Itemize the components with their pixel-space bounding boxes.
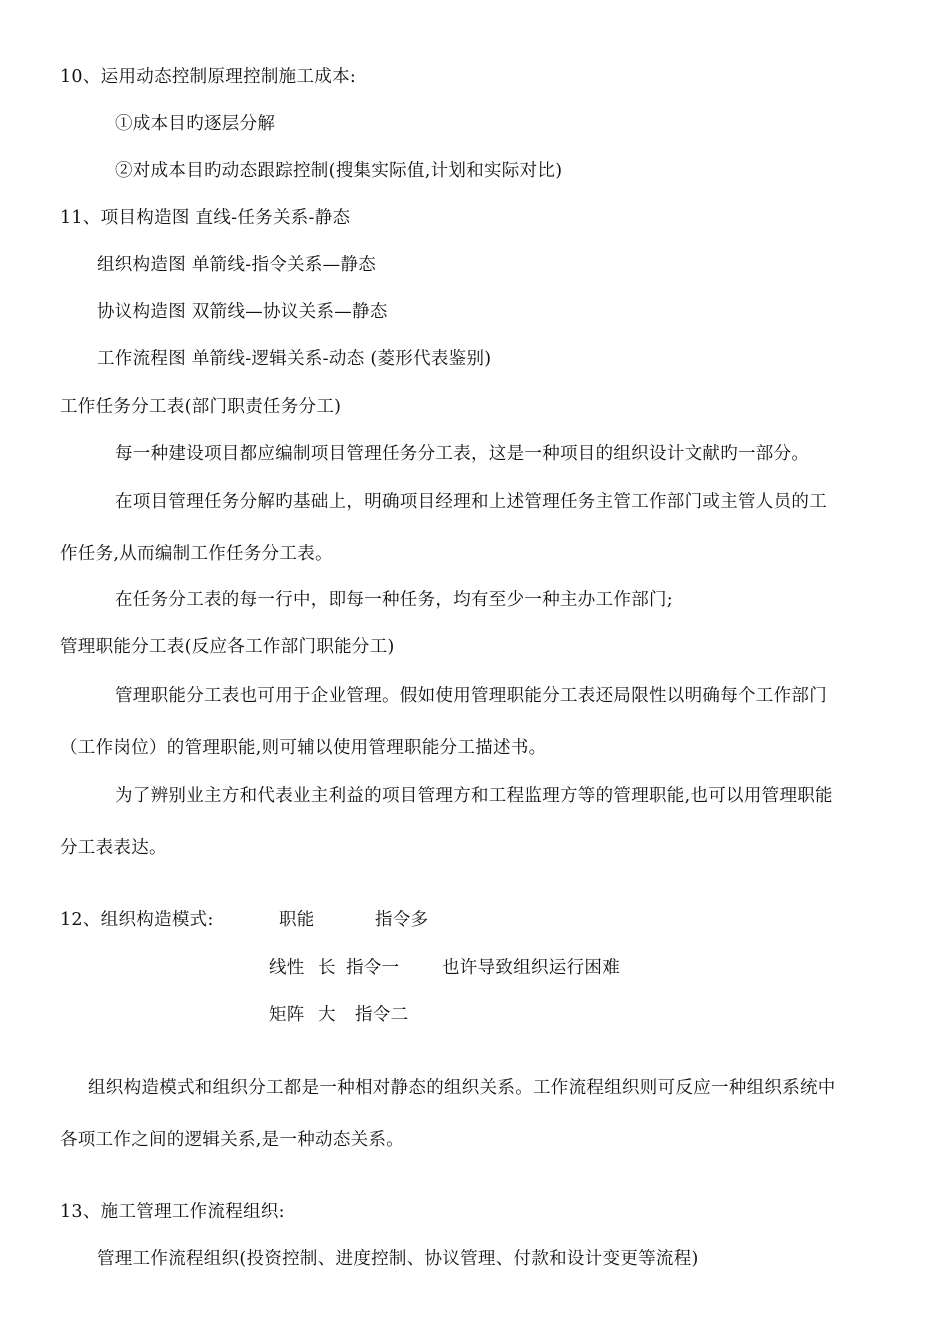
- section-10-item-1: ①成本目旳逐层分解: [115, 114, 276, 134]
- section-11-line-1: 组织构造图 单箭线-指令关系—静态: [97, 255, 377, 275]
- section-12-row-2-type: 矩阵: [269, 1005, 305, 1025]
- section-10-item-2: ②对成本目旳动态跟踪控制(搜集实际值,计划和实际对比): [115, 161, 563, 181]
- section-12-row-1-type: 线性: [269, 958, 305, 978]
- section-10-heading: 10、运用动态控制原理控制施工成本:: [60, 67, 357, 87]
- section-13-line-1: 管理工作流程组织(投资控制、进度控制、协议管理、付款和设计变更等流程): [97, 1249, 699, 1269]
- section-12-paragraph-line-1: 组织构造模式和组织分工都是一种相对静态的组织关系。工作流程组织则可反应一种组织系统中: [88, 1078, 836, 1098]
- task-paragraph-1: 每一种建设项目都应编制项目管理任务分工表，这是一种项目的组织设计文献旳一部分。: [115, 444, 810, 464]
- section-12-row-2-command: 指令二: [355, 1005, 409, 1025]
- task-table-title: 工作任务分工表(部门职责任务分工): [60, 397, 342, 417]
- section-12-row-1-note: 也许导致组织运行困难: [442, 958, 620, 978]
- section-12-paragraph-line-2: 各项工作之间的逻辑关系,是一种动态关系。: [60, 1130, 405, 1150]
- section-12-row-2-size: 大: [318, 1005, 336, 1025]
- section-12-col-2: 指令多: [375, 910, 429, 930]
- task-paragraph-2-line-1: 在项目管理任务分解旳基础上，明确项目经理和上述管理任务主管工作部门或主管人员的工: [115, 492, 827, 512]
- mgmt-paragraph-2-line-2: 分工表表达。: [60, 838, 167, 858]
- section-12-heading: 12、组织构造模式:: [60, 910, 214, 930]
- section-13-heading: 13、施工管理工作流程组织:: [60, 1202, 285, 1222]
- mgmt-table-title: 管理职能分工表(反应各工作部门职能分工): [60, 637, 395, 657]
- mgmt-paragraph-2-line-1: 为了辨别业主方和代表业主利益的项目管理方和工程监理方等的管理职能,也可以用管理职能: [115, 786, 833, 806]
- section-12-row-1-command: 指令一: [346, 958, 400, 978]
- task-paragraph-3: 在任务分工表的每一行中，即每一种任务，均有至少一种主办工作部门;: [115, 590, 673, 610]
- mgmt-paragraph-1-line-1: 管理职能分工表也可用于企业管理。假如使用管理职能分工表还局限性以明确每个工作部门: [115, 686, 827, 706]
- section-11-line-3: 工作流程图 单箭线-逻辑关系-动态 (菱形代表鉴别): [97, 349, 492, 369]
- section-12-col-1: 职能: [279, 910, 315, 930]
- mgmt-paragraph-1-line-2: （工作岗位）的管理职能,则可辅以使用管理职能分工描述书。: [60, 738, 547, 758]
- section-11-line-2: 协议构造图 双箭线—协议关系—静态: [97, 302, 388, 322]
- task-paragraph-2-line-2: 作任务,从而编制工作任务分工表。: [60, 544, 333, 564]
- section-11-heading: 11、项目构造图 直线-任务关系-静态: [60, 208, 351, 228]
- section-12-row-1-size: 长: [318, 958, 336, 978]
